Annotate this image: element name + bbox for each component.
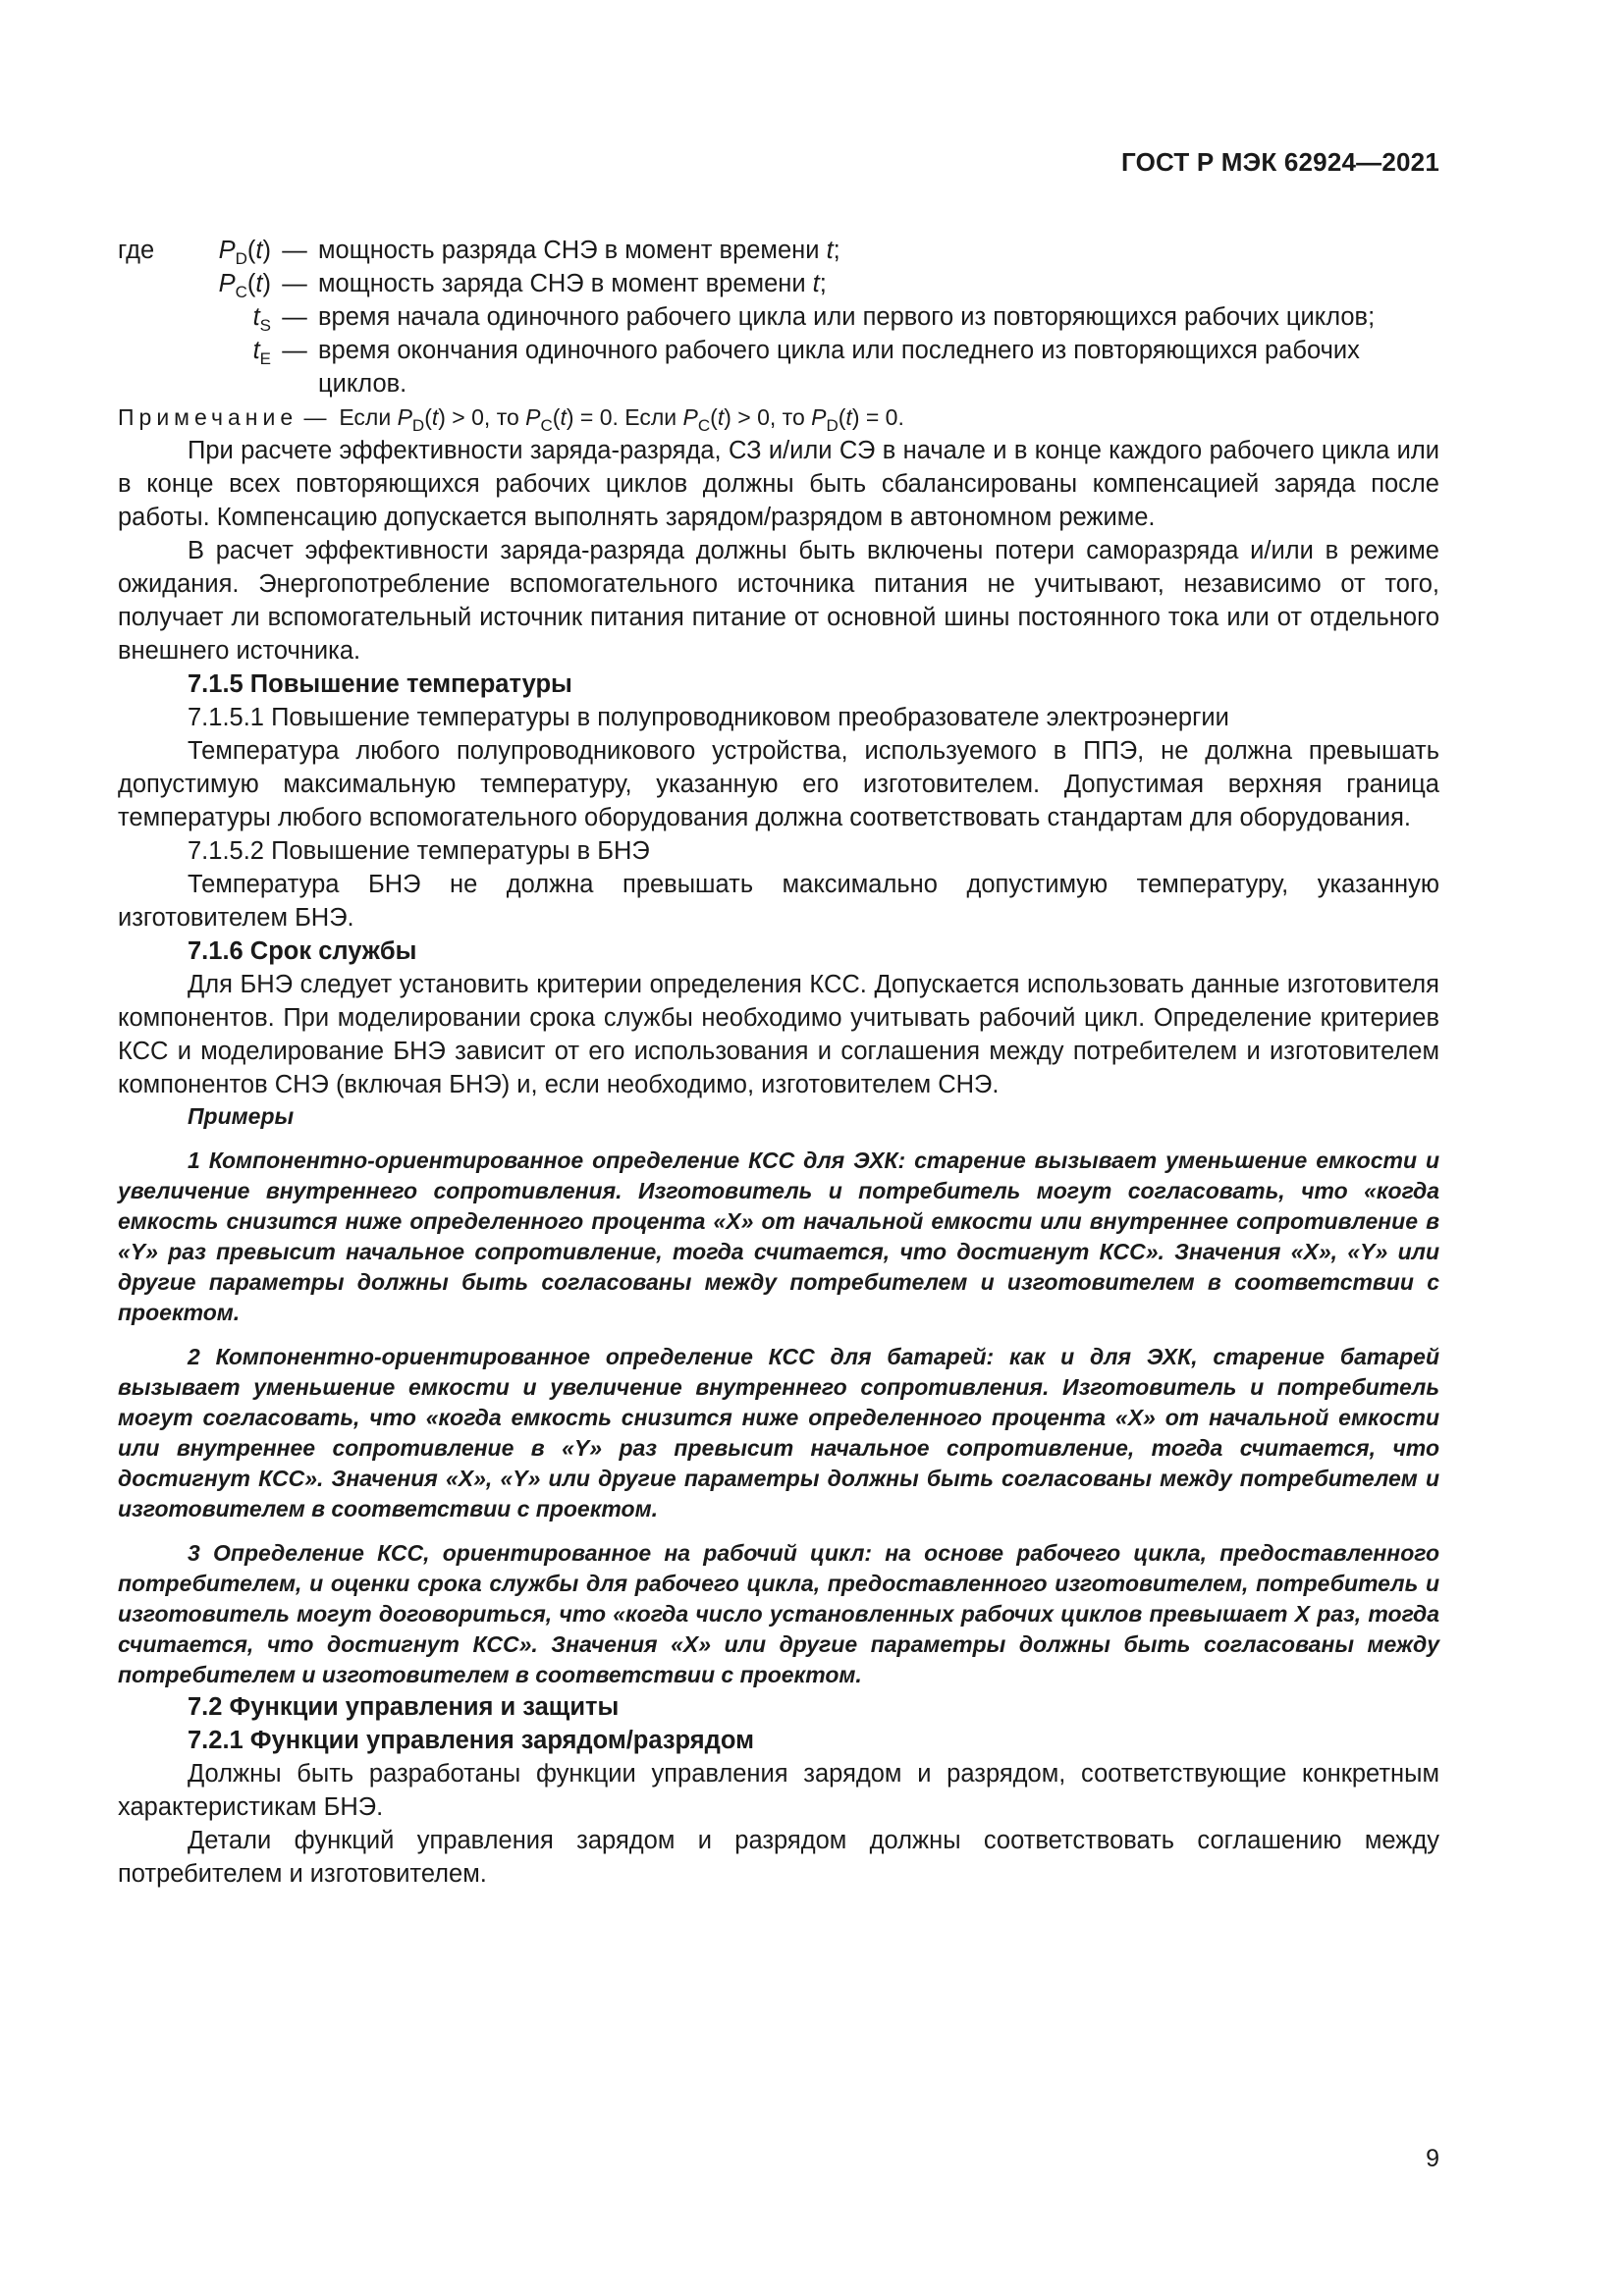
definition-text: мощность разряда СНЭ в момент времени t; <box>318 237 840 264</box>
document-header: ГОСТ Р МЭК 62924—2021 <box>1120 147 1439 177</box>
paragraph: Детали функций управления зарядом и разрядом должны соответствовать соглашению между потребителем и изготовителем. <box>118 1827 1439 1888</box>
symbol-subscript: C <box>235 283 247 301</box>
paragraph: Температура любого полупроводникового устройства, используемого в ППЭ, не должна превышать допустимую максимальную температуру, указанную его изготовителем. Допустимая верхняя граница температуры любого вспомогательного оборудования должна соответствовать стандартам для оборудования. <box>118 737 1439 831</box>
symbol-arg: (t) <box>246 270 271 297</box>
note-text: Если $P_D(t) > 0$, то $P_C(t) = 0$. Если $P_C(t) > 0$, то $P_D(t) = 0$. <box>339 404 904 435</box>
definition-symbol <box>118 334 271 400</box>
definitions-list <box>118 234 1439 400</box>
note-dash: — <box>303 404 327 430</box>
note-label: Примечание <box>118 404 298 430</box>
definition-dash: — <box>282 337 307 364</box>
paragraph: Температура БНЭ не должна превышать максимально допустимую температуру, указанную изготовителем БНЭ. <box>118 871 1439 932</box>
symbol: t <box>252 303 260 331</box>
definition-text: время начала одиночного рабочего цикла или первого из повторяющихся рабочих циклов; <box>318 303 1376 331</box>
paragraph: В расчет эффективности заряда-разряда должны быть включены потери саморазряда и/или в режиме ожидания. Энергопотребление вспомогательного источника питания не учитывают, независимо от того, получает ли вспомогательный источник питания питание от основной шины постоянного тока или от отдельного внешнего источника. <box>118 537 1439 665</box>
definition-text: время окончания одиночного рабочего цикла или последнего из повторяющихся рабочих циклов. <box>318 337 1360 398</box>
paragraph: При расчете эффективности заряда-разряда, СЗ и/или СЭ в начале и в конце каждого рабочего цикла или в конце всех повторяющихся рабочих циклов должны быть сбалансированы компенсацией заряда после работы. Компенсацию допускается выполнять зарядом/разрядом в автономном режиме. <box>118 437 1439 531</box>
symbol: t <box>252 337 260 364</box>
definition-symbol <box>118 267 271 300</box>
definition-row <box>118 334 1439 400</box>
section-heading: 7.1.5 Повышение температуры <box>188 670 572 698</box>
subsection-heading: 7.1.5.2 Повышение температуры в БНЭ <box>188 837 650 865</box>
symbol-subscript: S <box>259 316 271 335</box>
definition-row <box>118 267 1439 300</box>
definition-row <box>118 234 1439 267</box>
definition-dash: — <box>282 237 307 264</box>
symbol-arg: (t) <box>246 237 271 264</box>
examples-title: Примеры <box>188 1103 295 1129</box>
section-heading: 7.2.1 Функции управления зарядом/разрядом <box>188 1727 754 1754</box>
symbol: P <box>218 270 236 297</box>
definition-symbol <box>118 234 271 267</box>
example-item: 2 Компонентно-ориентированное определение КСС для батарей: как и для ЭХК, старение батарей вызывает уменьшение емкости и увеличение внутреннего сопротивления. Изготовитель и потребитель могут согласовать, что «когда емкость снизится ниже определенного процента «X» от начальной емкости или внутреннее сопротивление в «Y» раз превысит начальное сопротивление, тогда считается, что достигнут КСС». Значения «X», «Y» или другие параметры должны быть согласованы между потребителем и изготовителем в соответствии с проектом. <box>118 1344 1439 1522</box>
section-heading: 7.1.6 Срок службы <box>188 937 417 965</box>
example-item: 1 Компонентно-ориентированное определение КСС для ЭХК: старение вызывает уменьшение емкости и увеличение внутреннего сопротивления. Изготовитель и потребитель могут согласовать, что «когда емкость снизится ниже определенного процента «X» от начальной емкости или внутреннее сопротивление в «Y» раз превысит начальное сопротивление, тогда считается, что достигнут КСС». Значения «X», «Y» или другие параметры должны быть согласованы между потребителем и изготовителем в соответствии с проектом. <box>118 1148 1439 1325</box>
definition-prefix: где <box>118 237 155 264</box>
definition-text: мощность заряда СНЭ в момент времени t; <box>318 270 827 297</box>
page-number: 9 <box>1426 2145 1439 2172</box>
section-heading: 7.2 Функции управления и защиты <box>188 1693 620 1721</box>
subsection-heading: 7.1.5.1 Повышение температуры в полупроводниковом преобразователе электроэнергии <box>188 704 1229 731</box>
paragraph: Для БНЭ следует установить критерии определения КСС. Допускается использовать данные изготовителя компонентов. При моделировании срока службы необходимо учитывать рабочий цикл. Определение критериев КСС и моделирование БНЭ зависит от его использования и соглашения между потребителем и изготовителем компонентов СНЭ (включая БНЭ) и, если необходимо, изготовителем СНЭ. <box>118 971 1439 1098</box>
note <box>118 400 1439 434</box>
symbol: P <box>218 237 236 264</box>
page-content <box>118 234 1439 1891</box>
symbol-subscript: D <box>235 249 247 268</box>
example-item: 3 Определение КСС, ориентированное на рабочий цикл: на основе рабочего цикла, предоставленного потребителем, и оценки срока службы для рабочего цикла, предоставленного изготовителем, потребитель и изготовитель могут договориться, что «когда число установленных рабочих циклов превышает X раз, тогда считается, что достигнут КСС». Значения «X» или другие параметры должны быть согласованы между потребителем и изготовителем в соответствии с проектом. <box>118 1540 1439 1687</box>
definition-symbol <box>118 300 271 334</box>
definition-row <box>118 300 1439 334</box>
symbol-subscript: E <box>259 349 271 368</box>
definition-dash: — <box>282 270 307 297</box>
paragraph: Должны быть разработаны функции управления зарядом и разрядом, соответствующие конкретным характеристикам БНЭ. <box>118 1760 1439 1821</box>
definition-dash: — <box>282 303 307 331</box>
